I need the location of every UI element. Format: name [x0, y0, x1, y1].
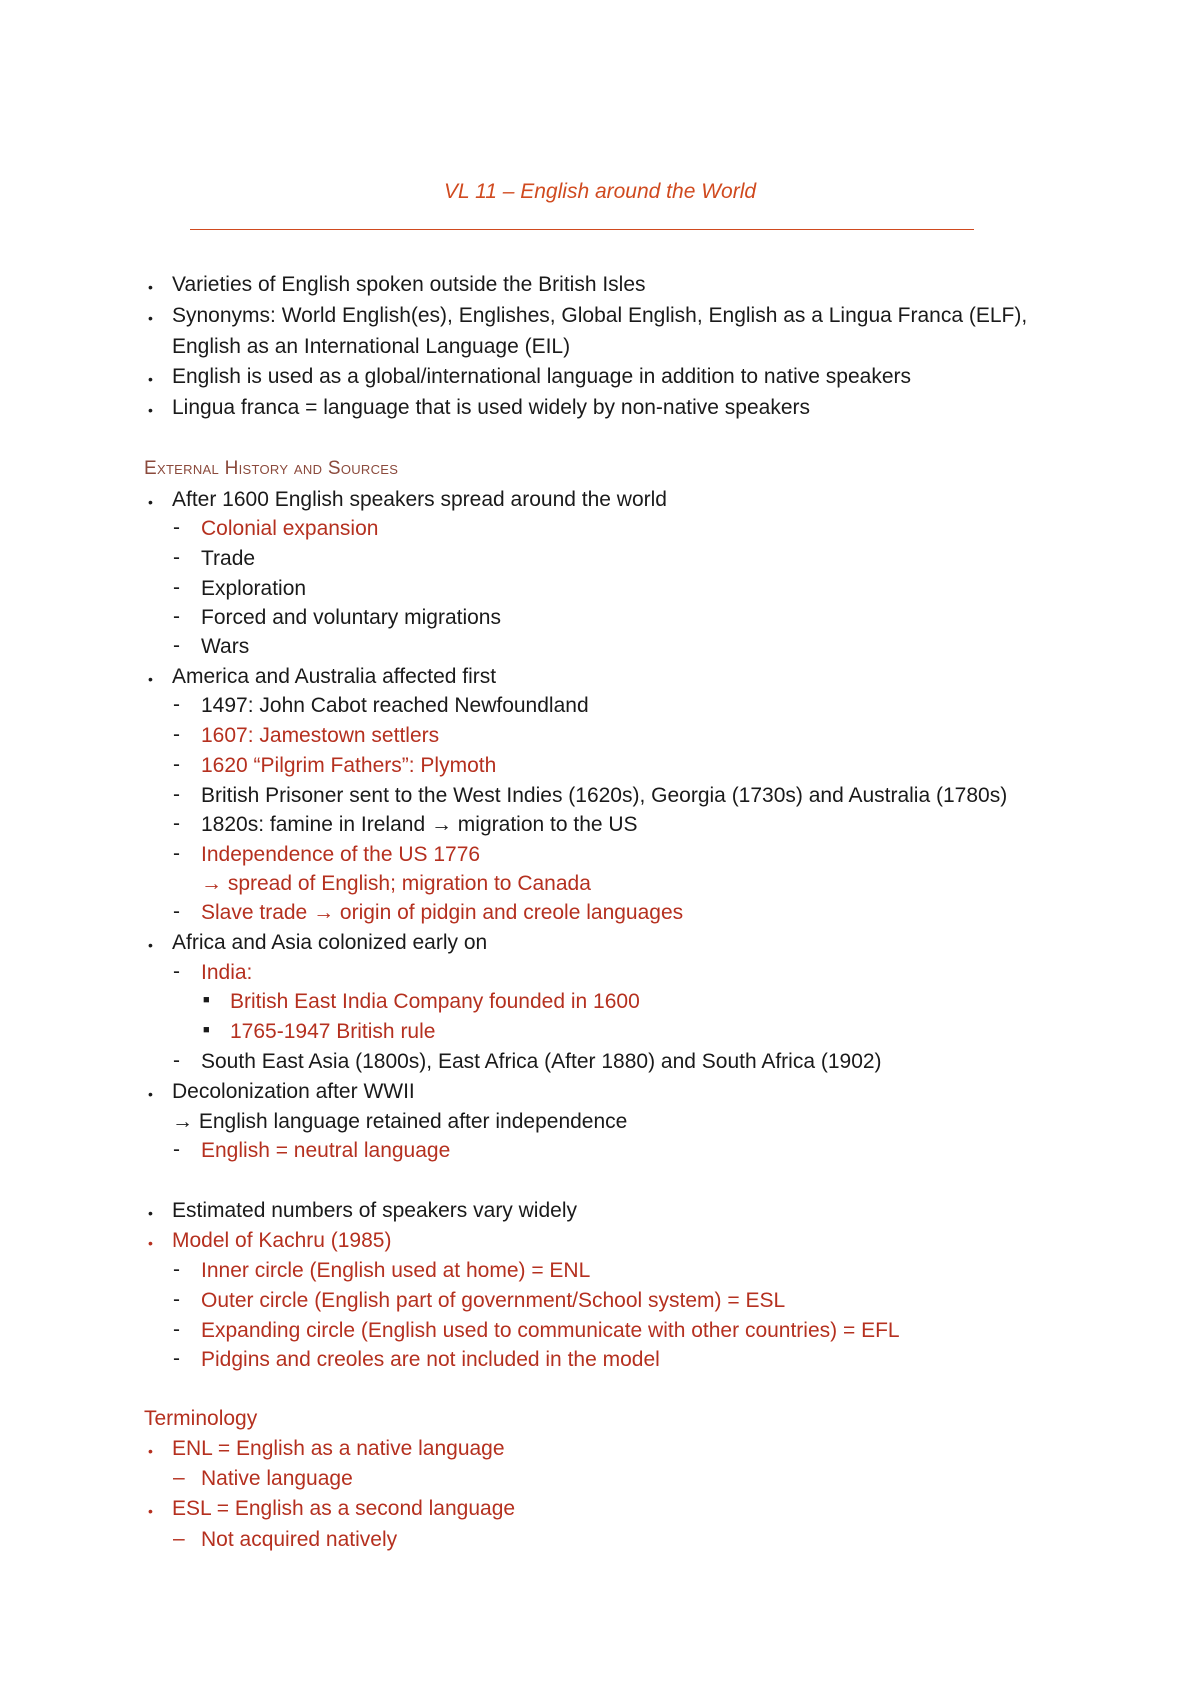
bullet-marker: •: [148, 1086, 153, 1102]
list-item: Synonyms: World English(es), Englishes, Global English, English as a Lingua Franca (ELF),: [172, 304, 1028, 327]
dash-marker: -: [173, 516, 180, 539]
bullet-marker: •: [148, 310, 153, 326]
sub-item: 1820s: famine in Ireland → migration to the US: [201, 813, 638, 836]
title-underline: [190, 229, 974, 230]
sub-item: Expanding circle (English used to communicate with other countries) = EFL: [201, 1319, 900, 1342]
list-item-continuation: → English language retained after independence: [172, 1110, 628, 1133]
list-item: America and Australia affected first: [172, 665, 497, 688]
list-item: Estimated numbers of speakers vary widely: [172, 1199, 577, 1222]
dash-marker: -: [173, 812, 180, 835]
square-marker: ■: [203, 994, 210, 1006]
sub-item: Native language: [201, 1467, 353, 1490]
sub-item: South East Asia (1800s), East Africa (After 1880) and South Africa (1902): [201, 1050, 882, 1073]
sub-item: Exploration: [201, 577, 307, 600]
dash-marker: -: [173, 1347, 180, 1370]
dash-marker: -: [173, 753, 180, 776]
sub-item: Slave trade → origin of pidgin and creole languages: [201, 901, 684, 924]
page-title: VL 11 – English around the World: [443, 180, 757, 203]
sub-item: Independence of the US 1776: [201, 843, 481, 866]
dash-marker: –: [173, 1466, 185, 1489]
list-item-continuation: English as an International Language (EIL): [172, 335, 571, 358]
sub-item: Not acquired natively: [201, 1528, 398, 1551]
bullet-marker: •: [148, 279, 153, 295]
dash-marker: -: [173, 1258, 180, 1281]
dash-marker: -: [173, 576, 180, 599]
bullet-marker: •: [148, 1235, 153, 1251]
dash-marker: -: [173, 1318, 180, 1341]
sub-item: 1607: Jamestown settlers: [201, 724, 440, 747]
bullet-marker: •: [148, 671, 153, 687]
list-item: English is used as a global/international language in addition to native speakers: [172, 365, 911, 388]
bullet-marker: •: [148, 1205, 153, 1221]
sub-item: Trade: [201, 547, 256, 570]
sub-item-continuation: → spread of English; migration to Canada: [201, 872, 591, 895]
dash-marker: -: [173, 783, 180, 806]
square-marker: ■: [203, 1024, 210, 1036]
sub-item: Outer circle (English part of government/School system) = ESL: [201, 1289, 786, 1312]
sub-sub-item: British East India Company founded in 1600: [230, 990, 640, 1013]
dash-marker: –: [173, 1527, 185, 1550]
dash-marker: -: [173, 1288, 180, 1311]
bullet-marker: •: [148, 1443, 153, 1459]
bullet-marker: •: [148, 937, 153, 953]
sub-item: English = neutral language: [201, 1139, 451, 1162]
list-item: ESL = English as a second language: [172, 1497, 516, 1520]
dash-marker: -: [173, 1049, 180, 1072]
sub-item: Pidgins and creoles are not included in the model: [201, 1348, 660, 1371]
sub-item: Wars: [201, 635, 250, 658]
bullet-marker: •: [148, 1503, 153, 1519]
dash-marker: -: [173, 605, 180, 628]
sub-item: 1497: John Cabot reached Newfoundland: [201, 694, 589, 717]
dash-marker: -: [173, 960, 180, 983]
list-item: Lingua franca = language that is used widely by non-native speakers: [172, 396, 810, 419]
dash-marker: -: [173, 723, 180, 746]
sub-item: India:: [201, 961, 253, 984]
bullet-marker: •: [148, 494, 153, 510]
list-item: Varieties of English spoken outside the British Isles: [172, 273, 646, 296]
dash-marker: -: [173, 900, 180, 923]
sub-sub-item: 1765-1947 British rule: [230, 1020, 436, 1043]
dash-marker: -: [173, 693, 180, 716]
list-item: Decolonization after WWII: [172, 1080, 415, 1103]
list-item: After 1600 English speakers spread around the world: [172, 488, 667, 511]
list-item: ENL = English as a native language: [172, 1437, 505, 1460]
sub-item: Forced and voluntary migrations: [201, 606, 501, 629]
dash-marker: -: [173, 546, 180, 569]
dash-marker: -: [173, 842, 180, 865]
list-item: Model of Kachru (1985): [172, 1229, 392, 1252]
sub-item: British Prisoner sent to the West Indies (1620s), Georgia (1730s) and Australia (1780s): [201, 784, 1008, 807]
list-item: Africa and Asia colonized early on: [172, 931, 488, 954]
sub-item: Inner circle (English used at home) = ENL: [201, 1259, 591, 1282]
dash-marker: -: [173, 1138, 180, 1161]
bullet-marker: •: [148, 371, 153, 387]
dash-marker: -: [173, 634, 180, 657]
bullet-marker: •: [148, 402, 153, 418]
section-heading-history: External History and Sources: [144, 458, 399, 479]
section-heading-terminology: Terminology: [144, 1407, 258, 1430]
sub-item: Colonial expansion: [201, 517, 379, 540]
sub-item: 1620 “Pilgrim Fathers”: Plymoth: [201, 754, 497, 777]
